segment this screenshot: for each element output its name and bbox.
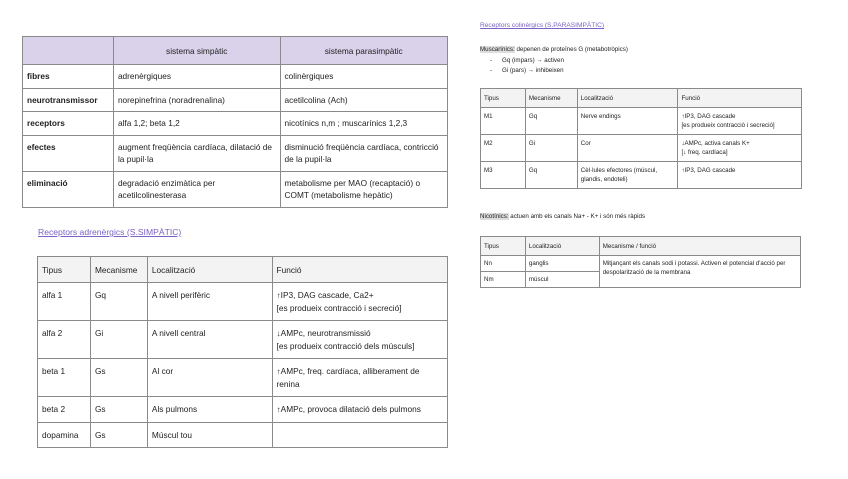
header-cell: Funció xyxy=(678,89,802,108)
header-cell: Mecanisme xyxy=(525,89,577,108)
function-note: [↓ freq. cardíaca] xyxy=(681,149,728,156)
table-cell: M2 xyxy=(481,135,526,162)
table-cell: Gs xyxy=(90,359,147,397)
table-cell xyxy=(272,321,447,359)
table-cell: colinèrgiques xyxy=(280,65,448,89)
table-row xyxy=(481,135,802,162)
table-cell xyxy=(678,135,802,162)
table-cell: Nn xyxy=(481,256,526,272)
nicotinic-label: Nicotínics: xyxy=(480,213,509,220)
function-text: ↓AMPc, neurotransmissió xyxy=(276,328,371,338)
table-cell xyxy=(272,283,447,321)
table-cell: Gi xyxy=(525,135,577,162)
table-row xyxy=(38,283,448,321)
nicotinic-text: actuen amb els canals Na+ - K+ i són més ràpids xyxy=(508,213,646,220)
table-cell: Al cor xyxy=(147,359,272,397)
row-label: efectes xyxy=(23,135,114,171)
table-cell: M1 xyxy=(481,108,526,135)
header-cell: Funció xyxy=(272,257,447,283)
function-text: ↓AMPc, activa canals K+ xyxy=(681,140,750,147)
table-cell xyxy=(272,422,447,448)
header-cell: Localització xyxy=(525,237,599,256)
table-cell: alfa 2 xyxy=(38,321,91,359)
table-cell: ↑IP3, DAG cascade xyxy=(678,162,802,189)
muscarinic-text: depenen de proteïnes G (metabotròpics) xyxy=(514,46,628,53)
function-text: ↑IP3, DAG cascade, Ca2+ xyxy=(276,290,374,300)
table-row xyxy=(481,108,802,135)
table-row xyxy=(23,112,448,136)
header-cell: Mecanisme / funció xyxy=(599,237,800,256)
table-cell xyxy=(678,108,802,135)
table-cell: Mitjançant els canals sodi i potassi. Activen el potencial d'acció per despolarització de la membrana xyxy=(599,256,800,288)
table-cell: disminució freqüència cardíaca, contricció de la pupil·la xyxy=(280,135,448,171)
header-cell: Localització xyxy=(577,89,678,108)
table-cell: beta 1 xyxy=(38,359,91,397)
table-cell: augment freqüència cardíaca, dilatació de la pupil·la xyxy=(113,135,280,171)
table-cell: Als pulmons xyxy=(147,397,272,423)
table-cell: A nivell perifèric xyxy=(147,283,272,321)
nicotinic-note xyxy=(480,213,645,220)
muscarinic-table xyxy=(480,88,802,189)
table-header-row xyxy=(481,237,801,256)
muscarinic-note xyxy=(480,46,628,53)
table-row xyxy=(38,397,448,423)
table-header-row xyxy=(481,89,802,108)
table-cell: ↑AMPc, provoca dilatació dels pulmons xyxy=(272,397,447,423)
table-cell: múscul xyxy=(525,272,599,288)
table-cell: Gq xyxy=(525,162,577,189)
table-row xyxy=(23,171,448,207)
list-item: - Gi (pars) → inhibeixen xyxy=(490,66,564,76)
table-cell: Cor xyxy=(577,135,678,162)
table-cell: Nm xyxy=(481,272,526,288)
table-cell: Nerve endings xyxy=(577,108,678,135)
header-cell: Tipus xyxy=(481,237,526,256)
header-cell: sistema simpàtic xyxy=(113,37,280,65)
header-cell xyxy=(23,37,114,65)
list-item: - Gq (impars) → activen xyxy=(490,56,564,66)
table-cell: ↑AMPc, freq. cardíaca, alliberament de renina xyxy=(272,359,447,397)
table-row xyxy=(481,256,801,272)
table-cell: alfa 1,2; beta 1,2 xyxy=(113,112,280,136)
adrenergic-receptors-heading[interactable]: Receptors adrenèrgics (S.SIMPÀTIC) xyxy=(38,227,182,237)
cholinergic-receptors-heading[interactable]: Receptors colinèrgics (S.PARASIMPÀTIC) xyxy=(480,22,605,29)
table-row xyxy=(23,135,448,171)
table-row xyxy=(38,359,448,397)
table-cell: dopamina xyxy=(38,422,91,448)
table-cell: acetilcolina (Ach) xyxy=(280,88,448,112)
table-cell: A nivell central xyxy=(147,321,272,359)
table-cell: Múscul tou xyxy=(147,422,272,448)
comparison-table xyxy=(22,36,448,208)
table-header-row xyxy=(23,37,448,65)
table-row xyxy=(23,65,448,89)
table-row xyxy=(38,321,448,359)
function-note: [es produeix contracció dels músculs] xyxy=(276,340,415,351)
table-cell: M3 xyxy=(481,162,526,189)
table-cell: Gi xyxy=(90,321,147,359)
header-cell: Tipus xyxy=(481,89,526,108)
table-cell: Gq xyxy=(90,283,147,321)
function-note: [es produeix contracció i secreció] xyxy=(276,302,402,313)
table-cell: Cèl·lules efectores (múscul, glandis, endoteli) xyxy=(577,162,678,189)
header-cell: sistema parasimpàtic xyxy=(280,37,448,65)
table-row xyxy=(23,88,448,112)
row-label: receptors xyxy=(23,112,114,136)
table-cell: alfa 1 xyxy=(38,283,91,321)
table-cell: degradació enzimàtica per acetilcolinesterasa xyxy=(113,171,280,207)
table-cell: norepinefrina (noradrenalina) xyxy=(113,88,280,112)
row-label: neurotransmissor xyxy=(23,88,114,112)
table-cell: nicotínics n,m ; muscarínics 1,2,3 xyxy=(280,112,448,136)
table-cell: adrenèrgiques xyxy=(113,65,280,89)
table-row xyxy=(38,422,448,448)
adrenergic-table xyxy=(37,256,448,448)
header-cell: Tipus xyxy=(38,257,91,283)
row-label: eliminació xyxy=(23,171,114,207)
muscarinic-label: Muscarínics: xyxy=(480,46,515,53)
table-cell: beta 2 xyxy=(38,397,91,423)
muscarinic-subtypes-list xyxy=(490,56,564,75)
table-cell: metabolisme per MAO (recaptació) o COMT (metabolisme hepàtic) xyxy=(280,171,448,207)
header-cell: Mecanisme xyxy=(90,257,147,283)
nicotinic-table xyxy=(480,236,801,288)
table-cell: Gs xyxy=(90,422,147,448)
table-row xyxy=(481,162,802,189)
function-note: [es produeix contracció i secreció] xyxy=(681,122,775,129)
function-text: ↑IP3, DAG cascade xyxy=(681,113,736,120)
row-label: fibres xyxy=(23,65,114,89)
table-cell: Gs xyxy=(90,397,147,423)
table-header-row xyxy=(38,257,448,283)
table-cell: ganglis xyxy=(525,256,599,272)
header-cell: Localització xyxy=(147,257,272,283)
table-cell: Gq xyxy=(525,108,577,135)
